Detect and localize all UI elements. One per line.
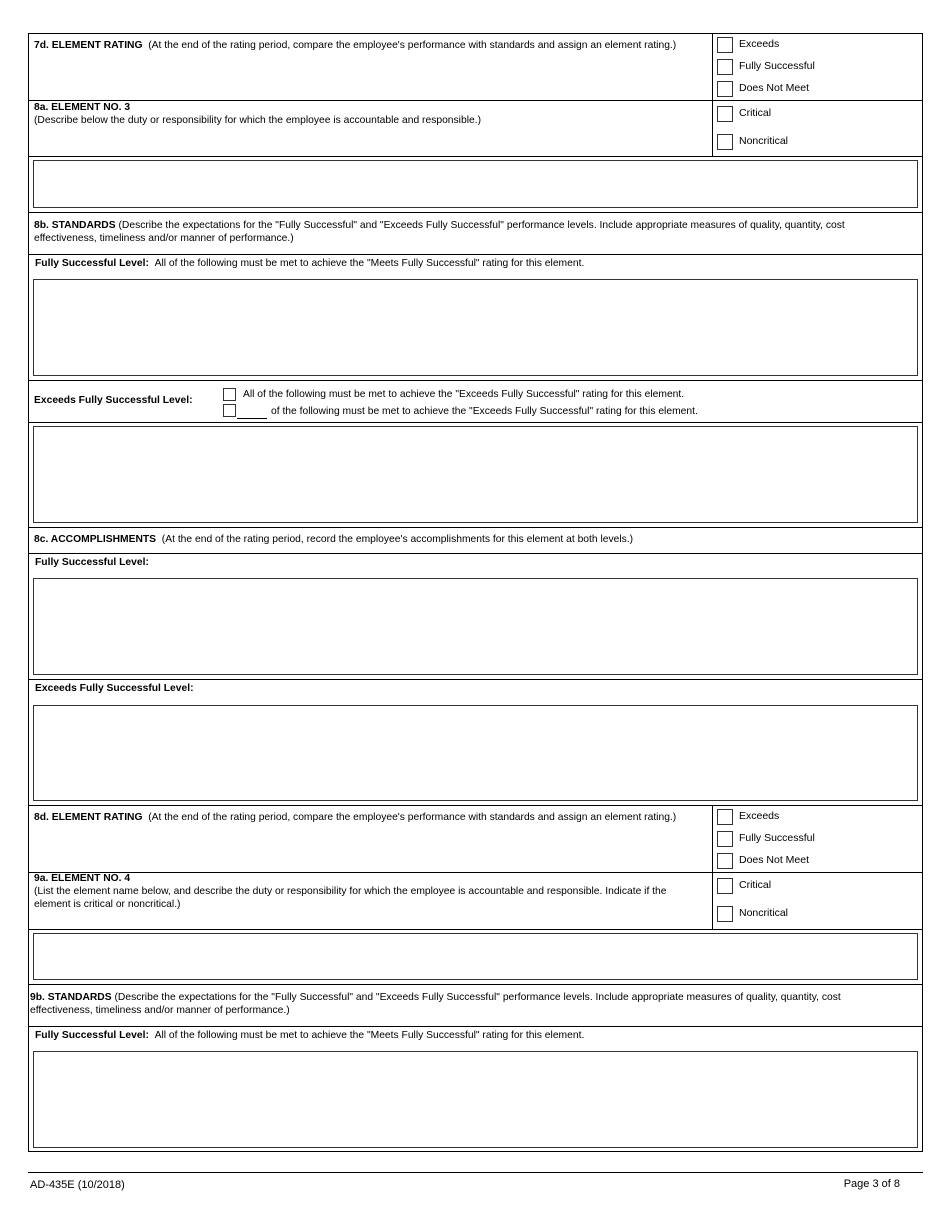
efs-standards-input-8b[interactable] <box>33 426 918 523</box>
element-9a-input[interactable] <box>33 933 918 980</box>
section-8c-desc: (At the end of the rating period, record the employee's accomplishments for this element at both levels.) <box>161 534 634 545</box>
section-8d-label: 8d. ELEMENT RATING <box>34 812 143 823</box>
exceeds-label-7d: Exceeds <box>739 38 780 50</box>
section-7d-label: 7d. ELEMENT RATING <box>34 40 143 51</box>
section-8a-desc: (Describe below the duty or responsibility for which the employee is accountable and responsible.) <box>34 115 482 126</box>
fs-accomplishments-input-8c[interactable] <box>33 578 918 675</box>
efs-level-label-8b: Exceeds Fully Successful Level: <box>34 395 193 406</box>
section-9b-desc: (Describe the expectations for the "Fully Successful" and "Exceeds Fully Successful" performance levels. Include appropriate measures of quality, quantity, cost effectiveness, timeliness and/or manner of performance.) <box>30 992 841 1016</box>
section-9b-label: 9b. STANDARDS <box>30 992 112 1003</box>
section-7d-desc: (At the end of the rating period, compare the employee's performance with standards and assign an element rating.) <box>148 40 677 51</box>
efs-count-text-8b: of the following must be met to achieve the "Exceeds Fully Successful" rating for this element. <box>271 406 698 417</box>
section-8b-label: 8b. STANDARDS <box>34 220 116 231</box>
critical-label-8a: Critical <box>739 107 772 119</box>
divider <box>712 33 713 156</box>
section-9a-label: 9a. ELEMENT NO. 4 <box>34 873 131 884</box>
fs-standards-input-9b[interactable] <box>33 1051 918 1148</box>
divider <box>28 422 923 423</box>
noncritical-checkbox-9a[interactable] <box>717 906 733 922</box>
divider <box>28 805 923 806</box>
form-id: AD-435E (10/2018) <box>30 1179 125 1191</box>
divider <box>28 984 923 985</box>
element-8a-input[interactable] <box>33 160 918 208</box>
divider <box>28 929 923 930</box>
noncritical-label-8a: Noncritical <box>739 135 789 147</box>
fully-successful-label-8d: Fully Successful <box>739 832 815 844</box>
fs-level-desc-8b: All of the following must be met to achieve the "Meets Fully Successful" rating for this element. <box>154 258 585 269</box>
section-8c-heading <box>34 533 633 546</box>
does-not-meet-label-8d: Does Not Meet <box>739 854 810 866</box>
fs-level-heading-9b <box>35 1029 584 1042</box>
section-9b-heading <box>30 991 904 1017</box>
section-7d-heading <box>34 39 676 52</box>
page-number: Page 3 of 8 <box>843 1178 900 1190</box>
efs-level-label-8c: Exceeds Fully Successful Level: <box>35 683 194 694</box>
divider <box>712 805 713 929</box>
section-8d-desc: (At the end of the rating period, compare the employee's performance with standards and assign an element rating.) <box>148 812 677 823</box>
fs-level-label-9b: Fully Successful Level: <box>35 1030 149 1041</box>
fs-level-desc-9b: All of the following must be met to achieve the "Meets Fully Successful" rating for this element. <box>154 1030 585 1041</box>
does-not-meet-checkbox-8d[interactable] <box>717 853 733 869</box>
fs-standards-input-8b[interactable] <box>33 279 918 376</box>
efs-accomplishments-input-8c[interactable] <box>33 705 918 801</box>
fully-successful-checkbox-7d[interactable] <box>717 59 733 75</box>
critical-label-9a: Critical <box>739 879 772 891</box>
fs-level-heading-8b <box>35 257 584 270</box>
efs-all-checkbox-8b[interactable] <box>223 388 236 401</box>
fully-successful-label-7d: Fully Successful <box>739 60 815 72</box>
footer-rule <box>28 1172 923 1173</box>
critical-checkbox-9a[interactable] <box>717 878 733 894</box>
section-8b-desc: (Describe the expectations for the "Fully Successful" and "Exceeds Fully Successful" performance levels. Include appropriate measures of quality, quantity, cost effectiveness, timeliness and/or manner of performance.) <box>34 220 845 244</box>
fs-level-label-8c: Fully Successful Level: <box>35 557 149 568</box>
noncritical-checkbox-8a[interactable] <box>717 134 733 150</box>
section-8b-heading <box>34 219 904 245</box>
fully-successful-checkbox-8d[interactable] <box>717 831 733 847</box>
section-8d-heading <box>34 811 676 824</box>
divider <box>28 527 923 528</box>
exceeds-checkbox-8d[interactable] <box>717 809 733 825</box>
critical-checkbox-8a[interactable] <box>717 106 733 122</box>
efs-count-checkbox-8b[interactable] <box>223 404 236 417</box>
noncritical-label-9a: Noncritical <box>739 907 789 919</box>
divider <box>28 1026 923 1027</box>
divider <box>28 872 923 873</box>
does-not-meet-checkbox-7d[interactable] <box>717 81 733 97</box>
efs-all-text-8b: All of the following must be met to achieve the "Exceeds Fully Successful" rating for this element. <box>243 389 685 400</box>
section-9a-desc: (List the element name below, and describe the duty or responsibility for which the employee is accountable and responsible. Indicate if the element is critical or noncritical.) <box>34 886 667 910</box>
divider <box>28 679 923 680</box>
fs-level-label-8b: Fully Successful Level: <box>35 258 149 269</box>
does-not-meet-label-7d: Does Not Meet <box>739 82 810 94</box>
divider <box>28 254 923 255</box>
section-8a-label: 8a. ELEMENT NO. 3 <box>34 102 131 113</box>
divider <box>28 156 923 157</box>
divider <box>28 100 923 101</box>
divider <box>28 212 923 213</box>
efs-count-input-8b[interactable] <box>237 405 267 419</box>
exceeds-checkbox-7d[interactable] <box>717 37 733 53</box>
divider <box>28 380 923 381</box>
section-8c-label: 8c. ACCOMPLISHMENTS <box>34 534 157 545</box>
exceeds-label-8d: Exceeds <box>739 810 780 822</box>
divider <box>28 553 923 554</box>
